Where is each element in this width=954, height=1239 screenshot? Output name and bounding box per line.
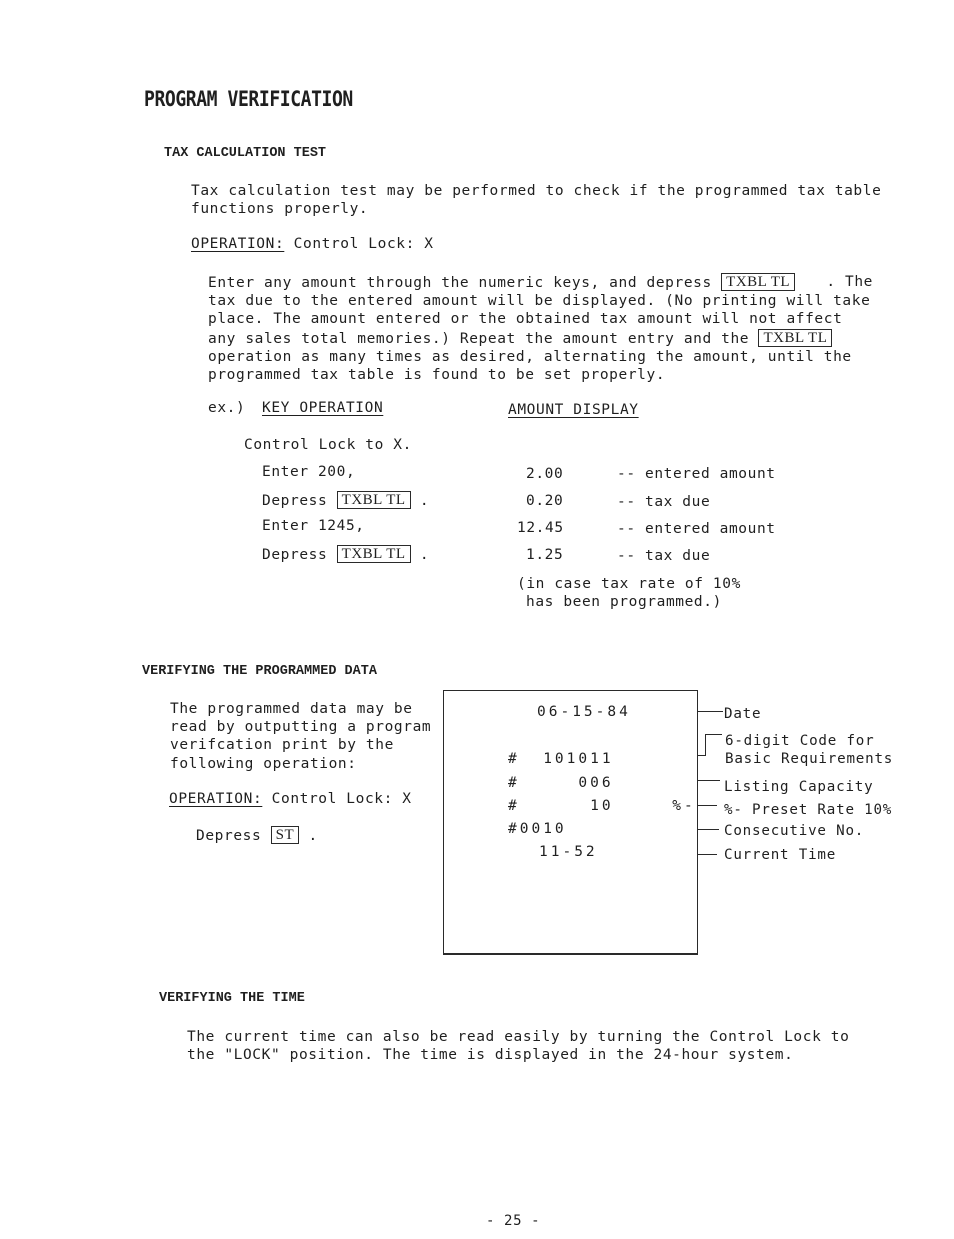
label-rate: %- Preset Rate 10% [724,802,893,818]
text-line: read by outputting a program [170,719,432,736]
body-line-text: any sales total memories.) Repeat the amount entry and the [208,330,750,347]
page-number: - 25 - [486,1213,541,1229]
text-line: verifcation print by the [170,737,394,754]
body-line [208,329,873,348]
example-note: -- entered amount [617,466,776,482]
receipt-date: 06-15-84 [537,704,631,720]
example-prefix: ex.) [208,400,246,416]
callout-time [697,854,717,855]
operation-label: OPERATION: [191,236,285,252]
operation-value: Control Lock: X [271,791,412,807]
st-key: ST [271,826,300,844]
body-line: place. The amount entered or the obtained tax amount will not affect [208,311,843,328]
depress-st-line: Depress ST . [196,827,318,844]
body-line: programmed tax table is found to be set properly. [208,367,666,384]
example-display: 1.25 [526,547,564,563]
callout-date [697,711,723,712]
operation-line [191,236,434,252]
receipt-rate: # 10 %- [508,798,696,814]
label-time: Current Time [724,847,837,863]
body-line-tail: . The [826,274,873,290]
label-basic: Basic Requirements [725,751,894,767]
key-operation-header: KEY OPERATION [262,400,384,416]
amount-display-header: AMOUNT DISPLAY [508,402,639,418]
section-heading-tax-test: TAX CALCULATION TEST [164,146,327,161]
example-op: Enter 200, [262,464,356,480]
callout-code-bottom [697,755,706,756]
intro-line: functions properly. [191,201,369,218]
footnote-line: has been programmed.) [526,594,722,611]
operation-value: Control Lock: X [293,236,434,252]
callout-code-bracket [705,734,706,756]
txbl-tl-key: TXBL TL [337,545,411,563]
footnote-line: (in case tax rate of 10% [517,576,741,592]
example-footnote [517,575,741,611]
example-op: Enter 1245, [262,518,365,534]
page-title: PROGRAM VERIFICATION [144,87,353,111]
tax-test-body [208,273,873,384]
txbl-tl-key: TXBL TL [337,491,411,509]
text-line: the "LOCK" position. The time is displayed in the 24-hour system. [187,1047,794,1064]
txbl-tl-key: TXBL TL [758,329,832,347]
body-line: operation as many times as desired, alternating the amount, until the [208,348,852,365]
text-line: following operation: [170,755,357,772]
receipt-code: # 101011 [508,751,614,767]
receipt-capacity: # 006 [508,775,614,791]
depress-text: Depress [196,828,262,844]
receipt-time: 11-52 [539,844,598,860]
callout-capacity [697,780,720,781]
callout-code-top [705,734,722,735]
example-display: 12.45 [517,520,564,536]
text-line: The programmed data may be [170,701,413,717]
operation-label: OPERATION: [169,791,263,807]
tax-test-intro [191,182,881,218]
label-date: Date [724,706,762,722]
label-consecutive: Consecutive No. [724,823,865,839]
label-code: 6-digit Code for [725,733,875,749]
intro-line: Tax calculation test may be performed to check if the programmed tax table [191,183,882,199]
example-op: Depress TXBL TL . [262,492,430,509]
example-op-text: Depress [262,547,328,563]
receipt-consecutive: #0010 [508,821,567,837]
text-line: The current time can also be read easily by turning the Control Lock to [187,1029,850,1045]
example-display: 2.00 [526,466,564,482]
body-line-text: Enter any amount through the numeric keys, and depress [208,275,712,291]
verify-data-text [170,700,431,773]
callout-consecutive [697,829,719,830]
callout-rate [697,805,717,806]
body-line: tax due to the entered amount will be displayed. (No printing will take [208,293,871,310]
label-capacity: Listing Capacity [724,779,874,795]
body-line [208,273,873,292]
example-note: -- entered amount [617,521,776,537]
example-display: 0.20 [526,493,564,509]
receipt-printout [443,690,698,955]
example-op-text: Depress [262,493,328,509]
txbl-tl-key: TXBL TL [721,273,795,291]
example-note: -- tax due [617,494,711,510]
section-heading-verify-time: VERIFYING THE TIME [159,991,305,1006]
example-note: -- tax due [617,548,711,564]
operation-line-2 [169,791,412,807]
section-heading-verify-data: VERIFYING THE PROGRAMMED DATA [142,664,377,679]
control-lock-note: Control Lock to X. [244,437,412,453]
example-op: Depress TXBL TL . [262,546,430,563]
verify-time-text [187,1028,849,1064]
